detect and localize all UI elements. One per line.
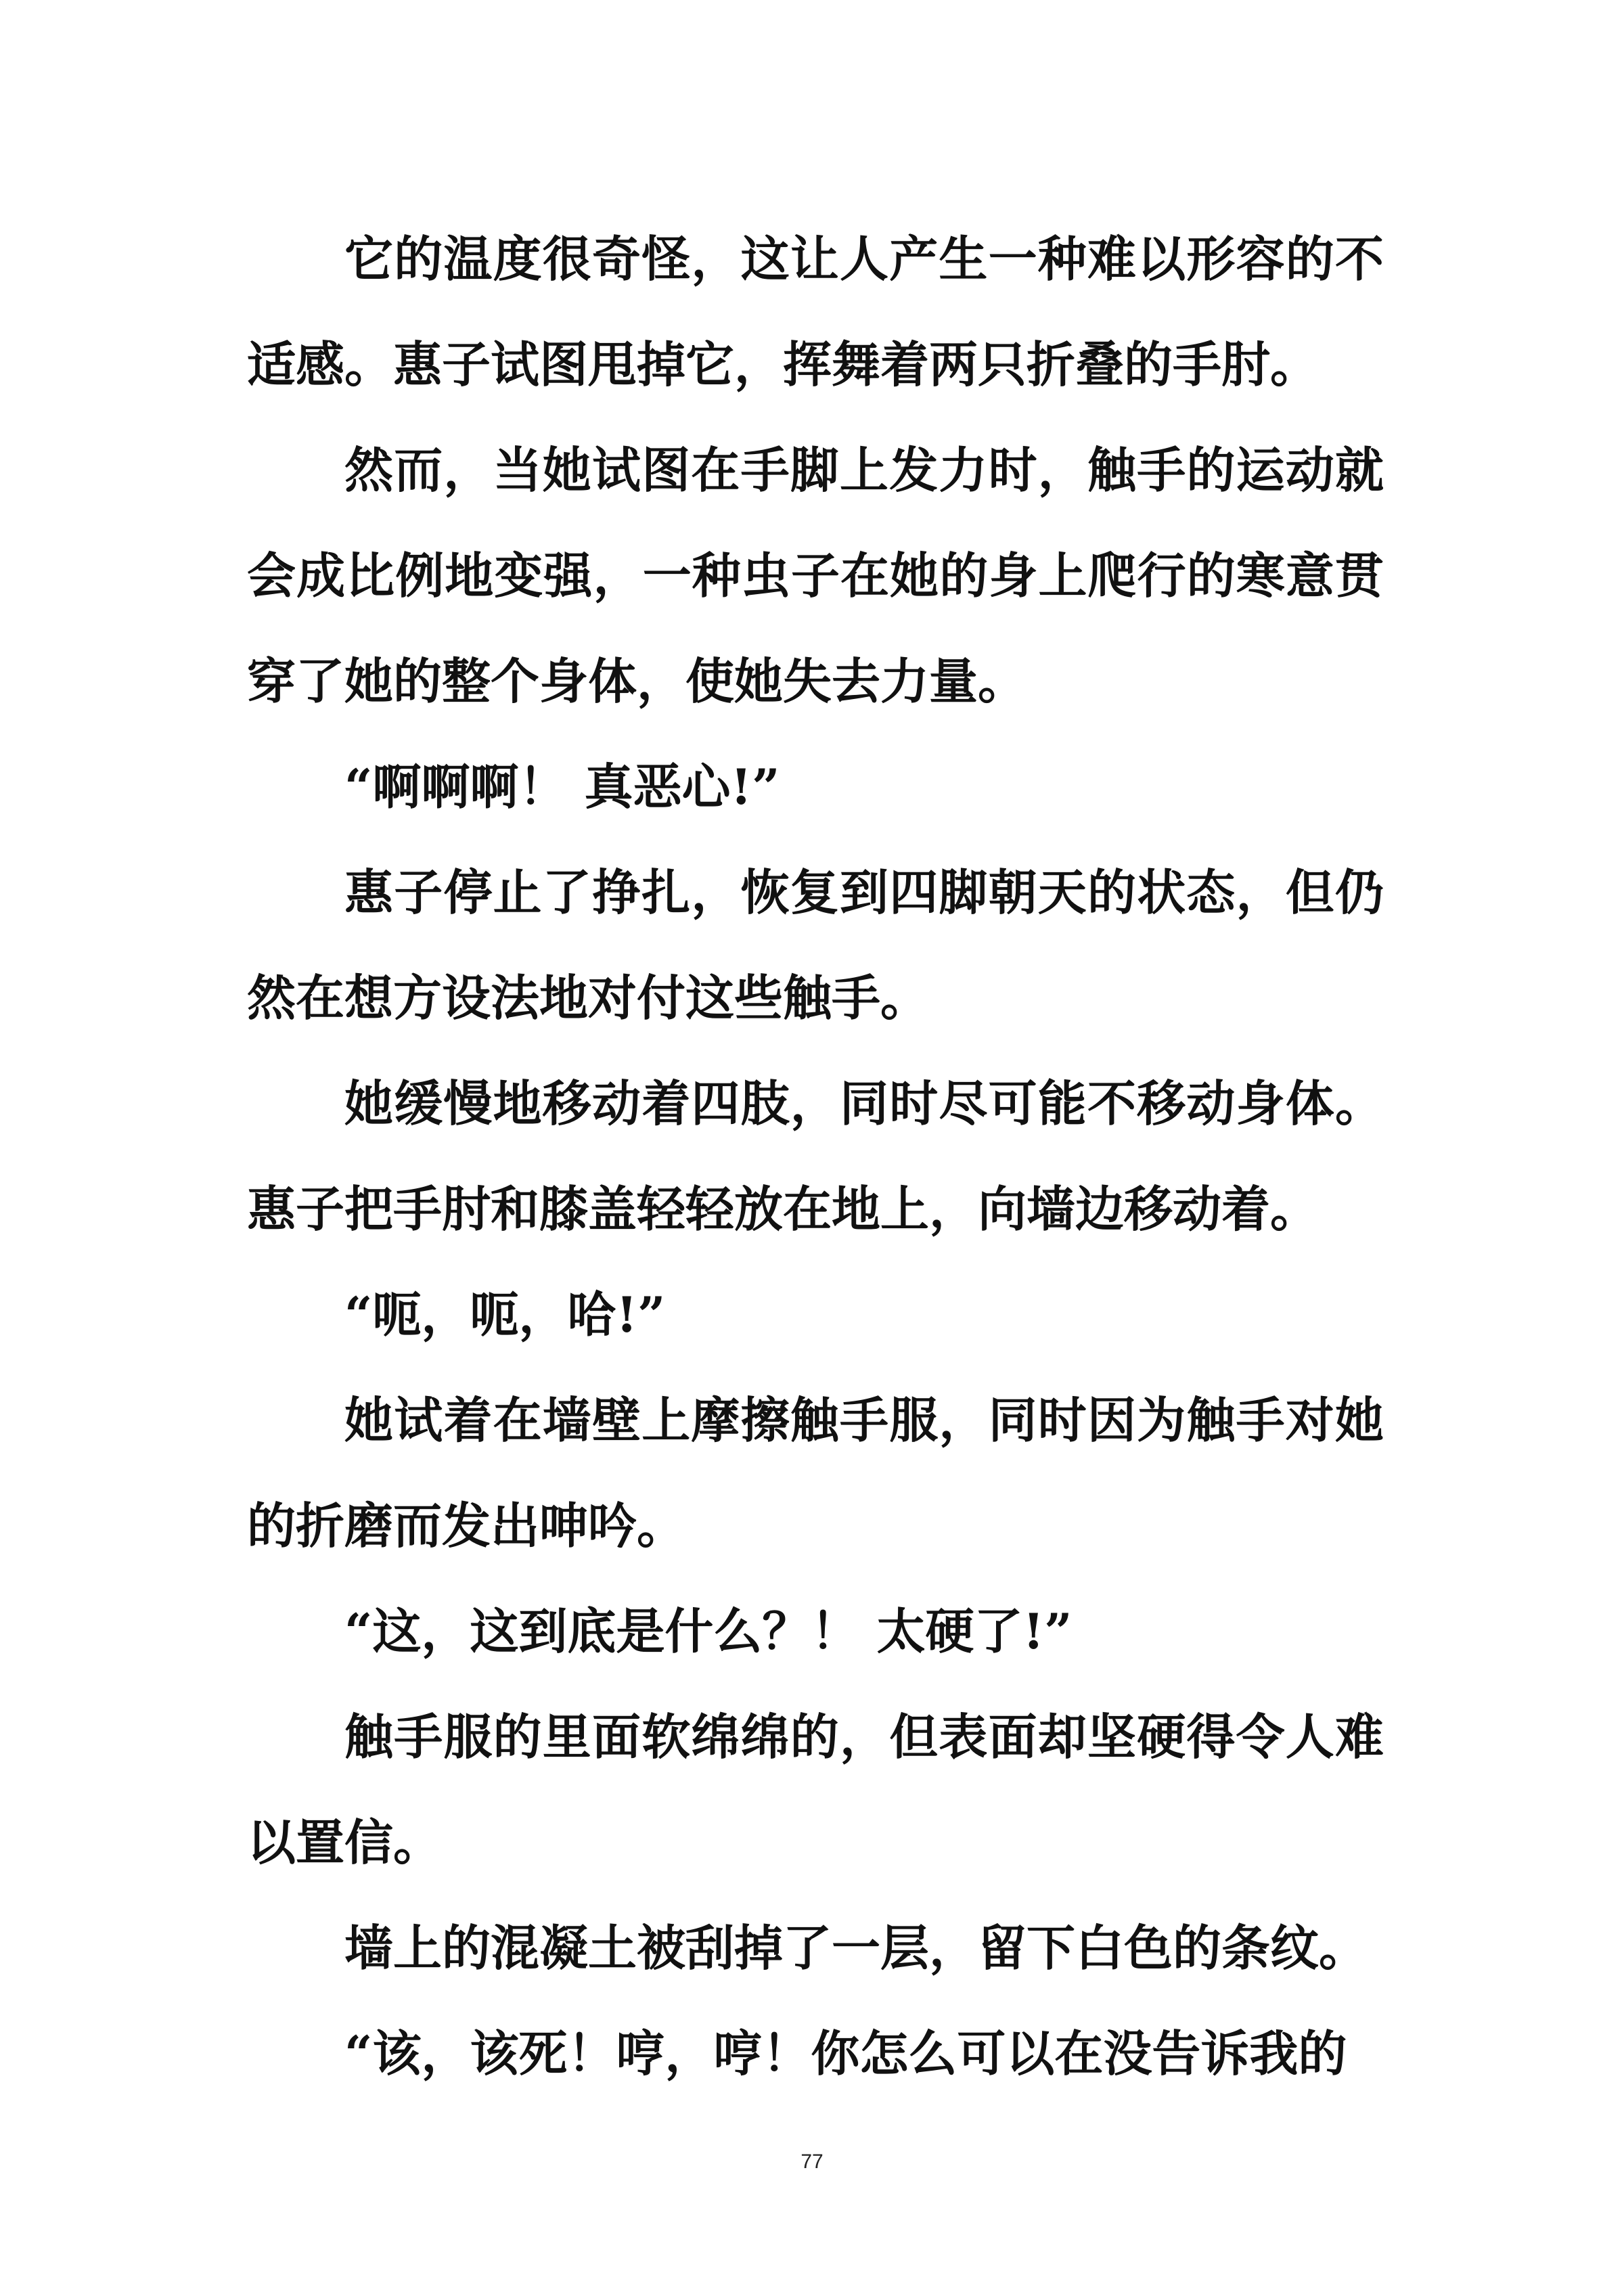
paragraph-6: “呃，呃，哈!”	[344, 1286, 666, 1343]
page-number: 77	[800, 2151, 824, 2173]
paragraph-3: “啊啊啊！ 真恶心!”	[344, 758, 780, 815]
paragraph-4: 惠子停止了挣扎，恢复到四脚朝天的状态，但仍然在想方设法地对付这些触手。	[247, 863, 1384, 1027]
paragraph-2: 然而，当她试图在手脚上发力时，触手的运动就会成比例地变强，一种虫子在她的身上爬行的寒意贯穿了她的整个身体，使她失去力量。	[247, 441, 1384, 710]
document-body	[247, 206, 1384, 2107]
paragraph-9: 触手服的里面软绵绵的，但表面却坚硬得令人难以置信。	[247, 1708, 1384, 1871]
paragraph-11: “该，该死！哼，哼！你怎么可以在没告诉我的	[344, 2025, 1347, 2082]
paragraph-5: 她缓慢地移动着四肢，同时尽可能不移动身体。惠子把手肘和膝盖轻轻放在地上，向墙边移动着。	[247, 1075, 1384, 1238]
paragraph-10: 墙上的混凝土被刮掉了一层，留下白色的条纹。	[344, 1919, 1368, 1977]
paragraph-7: 她试着在墙壁上摩擦触手服，同时因为触手对她的折磨而发出呻吟。	[247, 1391, 1384, 1554]
paragraph-1: 它的温度很奇怪，这让人产生一种难以形容的不适感。惠子试图甩掉它，挥舞着两只折叠的手肘。	[247, 230, 1384, 393]
paragraph-8: “这，这到底是什么？！ 太硬了!”	[344, 1602, 1073, 1660]
